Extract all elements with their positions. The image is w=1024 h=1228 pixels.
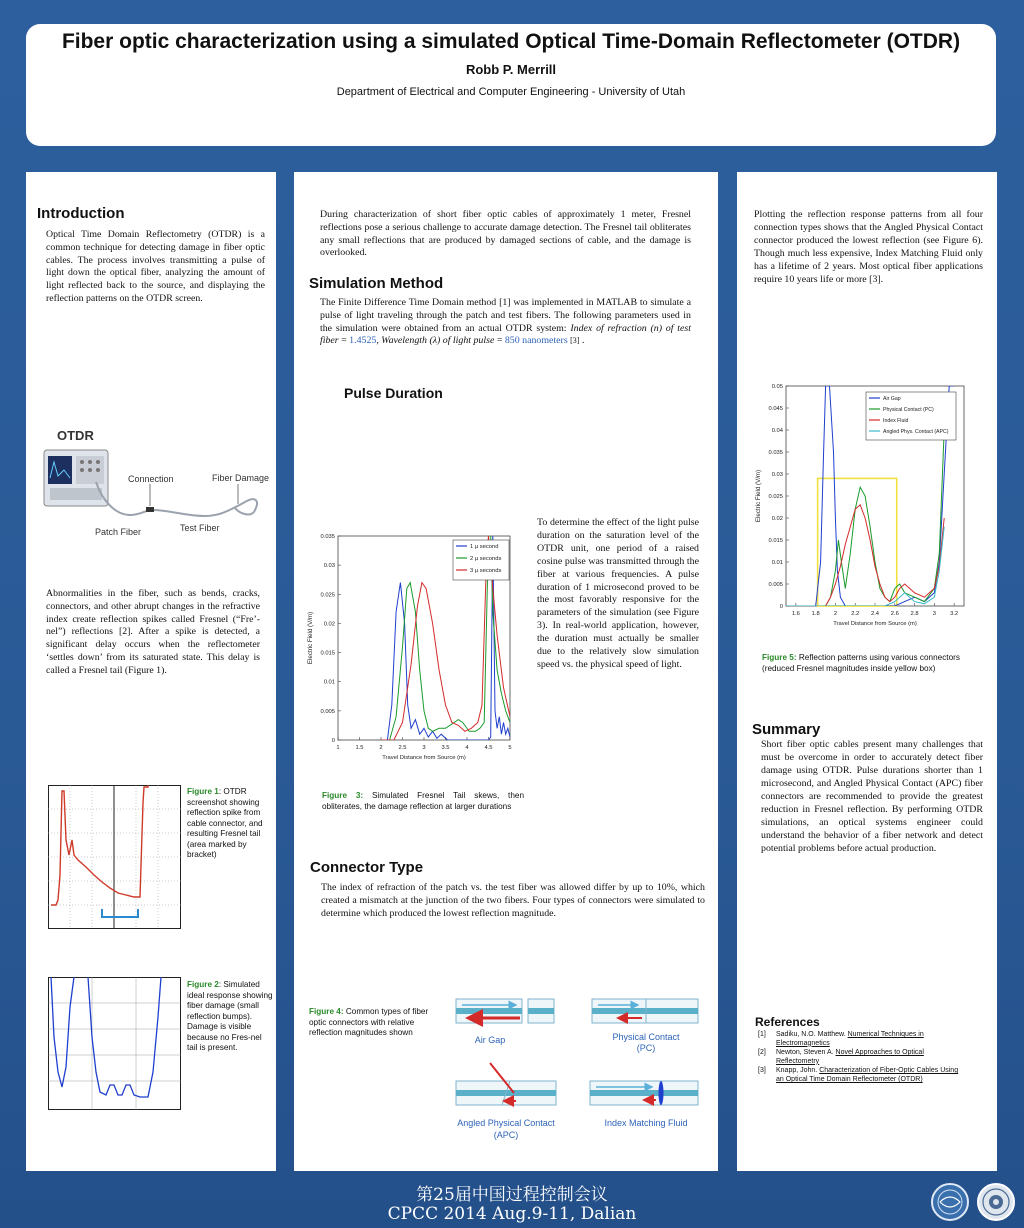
connection-label: Connection: [128, 474, 174, 484]
simulation-method-paragraph: The Finite Difference Time Domain method [1] was implemented in MATLAB to simulate a pulse of light traveling through the patch and test fibers. The following parameters used in the simulation were obtained from an actual OTDR system: Index of refraction (n) of test fiber = 1.4525, Wavelength (λ) of light pulse = 850 nanometers [3] .: [320, 297, 692, 347]
figure4-caption: [309, 1007, 441, 1039]
physical-contact-diagram: [592, 999, 698, 1053]
reference-item: [758, 1049, 963, 1066]
x-tick-label: 3.2: [950, 611, 959, 617]
index-matching-fluid-diagram: [590, 1081, 698, 1128]
chart-legend: [866, 392, 956, 440]
characterization-paragraph: During characterization of short fiber optic cables of approximately 1 meter, Fresnel reflections pose a serious challenge to accurate damage detection. The Fresnel tail obliterates any small reflections that are produced by damaged sections of cable, and the damage is overlooked.: [320, 209, 691, 259]
pc-label-line1: Physical Contact: [612, 1032, 680, 1042]
y-tick-label: 0.035: [768, 450, 783, 456]
reference-author: Newton, Steven A.: [776, 1049, 836, 1057]
y-tick-label: 0: [779, 604, 783, 610]
reference-number: [1]: [758, 1031, 766, 1038]
connector-type-heading: Connector Type: [310, 859, 424, 876]
figure2-simulated-response: [48, 977, 181, 1110]
x-tick-label: 3: [932, 611, 936, 617]
y-tick-label: 0: [331, 738, 335, 744]
y-axis-label: Electric Field (V/m): [755, 469, 762, 523]
otdr-label: OTDR: [57, 428, 94, 443]
cpcc-logo-icon: [930, 1182, 970, 1222]
figure1-otdr-screenshot: [48, 785, 181, 929]
x-axis-label: Travel Distance from Source (m): [833, 621, 917, 627]
apc-label-line2: (APC): [493, 1130, 519, 1140]
poster-title: Fiber optic characterization using a simulated Optical Time-Domain Reflectometer (OTDR): [61, 30, 961, 53]
y-tick-label: 0.02: [771, 516, 783, 522]
intro-paragraph: Optical Time Domain Reflectometry (OTDR) is a common technique for detecting damage in fiber optic cables. The process involves transmitting a pulse of light down the optical fiber, analyzing the amount of light reflected back to the source, and displaying the reflection patterns on the OTDR screen.: [46, 229, 265, 304]
y-tick-label: 0.025: [320, 592, 335, 599]
x-tick-label: 2.5: [398, 745, 407, 751]
figure4-connector-diagrams: [452, 993, 712, 1143]
pulse-duration-heading: Pulse Duration: [344, 385, 443, 401]
figure2-text: : Simulated ideal response showing fiber damage (small reflection bumps). Damage is visible because no Fres-nel tail is present.: [187, 980, 273, 1052]
chart-legend: [453, 540, 509, 580]
figure4-label: Figure 4:: [309, 1007, 344, 1016]
conference-name: 第25届中国过程控制会议: [416, 1185, 608, 1205]
air-gap-diagram: [456, 999, 554, 1045]
y-tick-label: 0.025: [768, 494, 783, 500]
simulation-method-heading: Simulation Method: [309, 275, 444, 292]
references-heading: References: [755, 1015, 820, 1029]
figure3-text: Simulated Fresnel Tail skews, then obliterates, the damage reflection at larger durations: [322, 791, 524, 811]
x-tick-label: 2.2: [851, 611, 860, 617]
y-tick-label: 0.03: [323, 563, 335, 570]
y-tick-label: 0.015: [320, 650, 335, 657]
angled-physical-contact-diagram: [456, 1063, 556, 1140]
x-tick-label: 2: [833, 611, 838, 617]
summary-paragraph: Short fiber optic cables present many challenges that must be overcome in order to accurately detect fiber damage using OTDR. Pulse durations shorter than 1 microsecond, and Angled Physical Contact (APC) fiber connectors are recommended to provide the greatest reduction in Fresnel reflection. By performing OTDR simulations, an optical systems engineer could understand the behavior of a fiber network and detect potential problems before actual production.: [761, 739, 983, 854]
reference-number: [3]: [758, 1067, 766, 1075]
summary-heading: Summary: [752, 721, 821, 738]
figure3-pulse-duration-chart: [308, 528, 530, 780]
param-wavelength-label: Wavelength (λ) of light pulse: [381, 335, 495, 347]
poster-header: [26, 24, 996, 146]
apc-label-line1: Angled Physical Contact: [457, 1118, 555, 1128]
pc-label-line2: (PC): [636, 1043, 656, 1053]
figure5-label: Figure 5:: [762, 653, 797, 662]
x-tick-label: 1.8: [811, 611, 820, 617]
y-tick-label: 0.03: [771, 472, 783, 478]
references-list: [758, 1031, 963, 1086]
university-seal-icon: [976, 1182, 1016, 1222]
y-tick-label: 0.045: [768, 406, 783, 412]
reference-item: [758, 1067, 963, 1084]
x-tick-label: 5: [508, 745, 512, 751]
figure1-caption: [187, 787, 273, 861]
y-tick-label: 0.005: [768, 582, 783, 588]
patch-fiber-label: Patch Fiber: [95, 527, 142, 537]
legend-label: 1 µ second: [470, 544, 499, 550]
legend-label: Angled Phys. Contact (APC): [883, 429, 949, 435]
x-tick-label: 1.5: [355, 745, 364, 751]
param-wavelength-value: 850 nanometers: [504, 335, 568, 347]
figure4-text: Common types of fiber optic connectors with relative reflection magnitudes shown: [309, 1007, 429, 1037]
reference-title: Numerical Techniques in Electromagnetics: [776, 1031, 924, 1047]
y-tick-label: 0.01: [771, 560, 783, 566]
x-axis-label: Travel Distance from Source (m): [382, 755, 466, 761]
x-tick-label: 4: [465, 745, 469, 751]
reference-author: Knapp, John.: [776, 1067, 820, 1075]
author-name: Robb P. Merrill: [465, 62, 557, 77]
y-tick-label: 0.01: [323, 679, 335, 686]
y-tick-label: 0.015: [768, 538, 783, 544]
legend-label: 3 µ seconds: [470, 568, 502, 574]
fiber-damage-label: Fiber Damage: [212, 473, 270, 483]
legend-label: Air Gap: [883, 396, 901, 402]
x-tick-label: 4.5: [484, 745, 493, 751]
conference-date-location: CPCC 2014 Aug.9-11, Dalian: [387, 1204, 637, 1224]
y-tick-label: 0.005: [320, 708, 335, 715]
x-tick-label: 2.8: [910, 611, 919, 617]
reflection-patterns-paragraph: Plotting the reflection response patterns from all four connection types shows that the Angled Physical Contact connector produced the lowest reflection (see Figure 6). Though much less expensive, Index Matching Fluid only has a lifetime of 2 years. Most optical fiber applications require 10 years life or more [3].: [754, 209, 983, 285]
reference-item: [758, 1031, 963, 1048]
y-tick-label: 0.05: [771, 384, 783, 390]
otdr-diagram: [40, 420, 270, 545]
x-tick-label: 2.6: [890, 611, 899, 617]
figure3-label: Figure 3:: [322, 791, 364, 800]
y-tick-label: 0.035: [320, 534, 335, 540]
introduction-heading: Introduction: [37, 205, 125, 222]
connector-type-paragraph: The index of refraction of the patch vs. the test fiber was allowed differ by up to 10%, which created a mismatch at the junction of the two fibers. Four types of connectors were simulated to determine which produced the lowest reflection magnitude.: [321, 882, 705, 919]
figure2-label: Figure 2: [187, 980, 219, 989]
figure5-text: Reflection patterns using various connectors (reduced Fresnel magnitudes inside yellow box): [762, 653, 960, 673]
imf-label: Index Matching Fluid: [604, 1118, 688, 1128]
test-fiber-label: Test Fiber: [180, 523, 220, 533]
fiber-cable: [96, 482, 257, 516]
reference-title: Novel Approaches to Optical Reflectometry: [776, 1049, 924, 1065]
abnormalities-paragraph: Abnormalities in the fiber, such as bends, cracks, connectors, and other abrupt changes in the refractive index create reflection spikes called Fresnel (“Fre’-nel”) reflections [2]. After a spike is detected, a significant delay occurs when the reflectometer ‘settles down’ from its saturated state. This delay is called a Fresnel tail (Figure 1).: [46, 588, 260, 676]
connector-icon: [146, 507, 154, 512]
figure3-caption: [322, 791, 524, 812]
figure2-caption: [187, 980, 273, 1054]
x-tick-label: 3.5: [441, 745, 450, 751]
param-refraction-value: 1.4525: [349, 335, 377, 347]
x-tick-label: 3: [422, 745, 426, 751]
reference-author: Sadiku, N.O. Matthew.: [776, 1031, 848, 1038]
figure5-caption: [762, 653, 980, 674]
x-tick-label: 1: [336, 745, 340, 751]
air-gap-label: Air Gap: [474, 1035, 506, 1045]
affiliation: Department of Electrical and Computer Engineering - University of Utah: [336, 86, 686, 98]
legend-label: 2 µ seconds: [470, 556, 502, 562]
figure1-label: Figure 1: [187, 787, 219, 796]
y-axis-label: Electric Field (V/m): [307, 611, 314, 665]
param-refraction-label: Index of refraction (n) of test fiber: [320, 322, 692, 347]
figure5-connector-reflection-chart: [755, 380, 968, 642]
reference-number: [2]: [758, 1049, 766, 1057]
pulse-duration-paragraph: To determine the effect of the light pulse duration on the saturation level of the OTDR unit, one period of a raised cosine pulse was transmitted through the fiber at various frequencies. A pulse duration of 1 microsecond proved to be the most favorably responsive for the parameters of the simulation (see Figure 3). In real-world application, however, the duration must actually be smaller due to the relatively slow simulation speed vs. the physical speed of light.: [537, 517, 699, 670]
x-tick-label: 1.6: [791, 611, 800, 617]
x-tick-label: 2.4: [870, 611, 880, 617]
legend-label: Physical Contact (PC): [883, 407, 934, 413]
figure1-text: : OTDR screenshot showing reflection spike from cable connector, and resulting Fresnel tail (area marked by bracket): [187, 787, 263, 859]
y-tick-label: 0.02: [323, 621, 335, 628]
reference-title: Characterization of Fiber-Optic Cables Using an Optical Time Domain Reflectometer (OTDR): [776, 1067, 959, 1083]
param-reference: [3]: [570, 336, 580, 346]
x-tick-label: 2: [379, 745, 383, 751]
legend-label: Index Fluid: [883, 418, 909, 424]
y-tick-label: 0.04: [771, 428, 783, 434]
